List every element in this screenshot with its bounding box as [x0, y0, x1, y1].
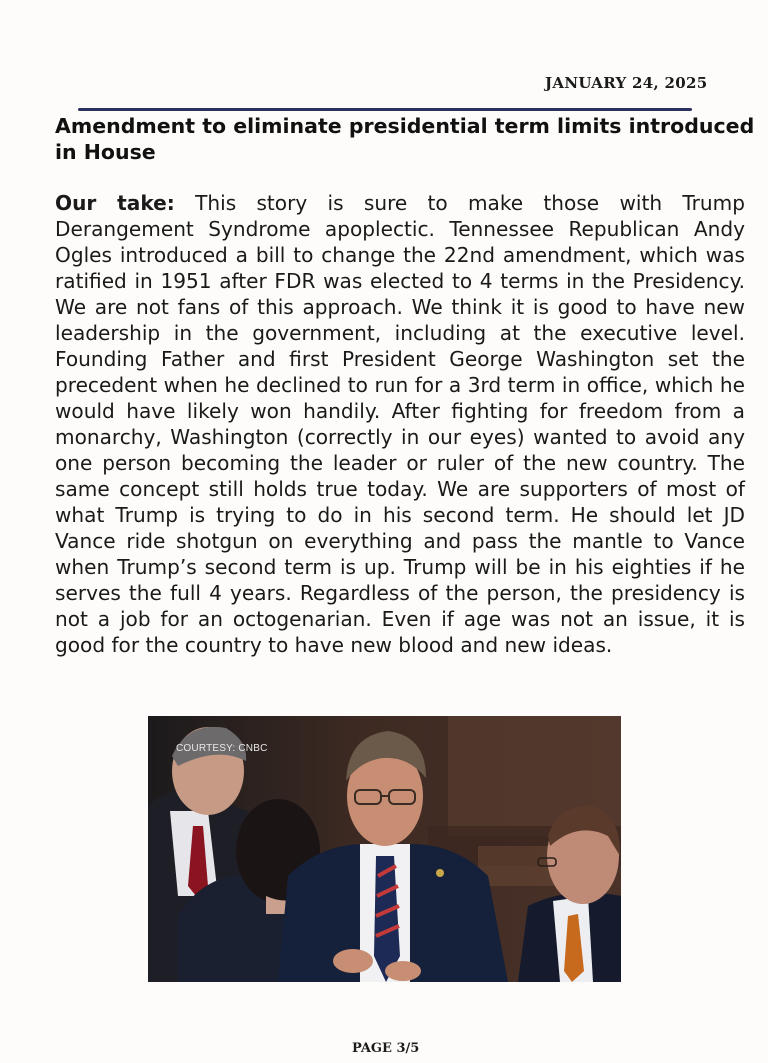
page-number: PAGE 3/5: [352, 1041, 420, 1056]
news-photo: [148, 716, 621, 982]
issue-date: JANUARY 24, 2025: [545, 74, 708, 92]
header-divider: [78, 108, 692, 111]
photo-credit: COURTESY: CNBC: [176, 743, 268, 754]
our-take-label: Our take:: [55, 191, 175, 215]
article-headline: Amendment to eliminate presidential term limits introduced in House: [55, 114, 755, 164]
article-body: [55, 190, 745, 658]
article-body-text: This story is sure to make those with Trump Derangement Syndrome apoplectic. Tennessee Republican Andy Ogles introduced a bill to change the 22nd amendment, which was ratified in 1951 after FDR was elected to 4 terms in the Presidency. We are not fans of this approach. We think it is good to have new leadership in the government, including at the executive level. Founding Father and first President George Washington set the precedent when he declined to run for a 3rd term in office, which he would have likely won handily. After fighting for freedom from a monarchy, Washington (correctly in our eyes) wanted to avoid any one person becoming the leader or ruler of the new country. The same concept still holds true today. We are supporters of most of what Trump is trying to do in his second term. He should let JD Vance ride shotgun on everything and pass the mantle to Vance when Trump’s second term is up. Trump will be in his eighties if he serves the full 4 years. Regardless of the person, the presidency is not a job for an octogenarian. Even if age was not an issue, it is good for the country to have new blood and new ideas.: [55, 191, 745, 657]
photo-illustration: [148, 716, 621, 982]
